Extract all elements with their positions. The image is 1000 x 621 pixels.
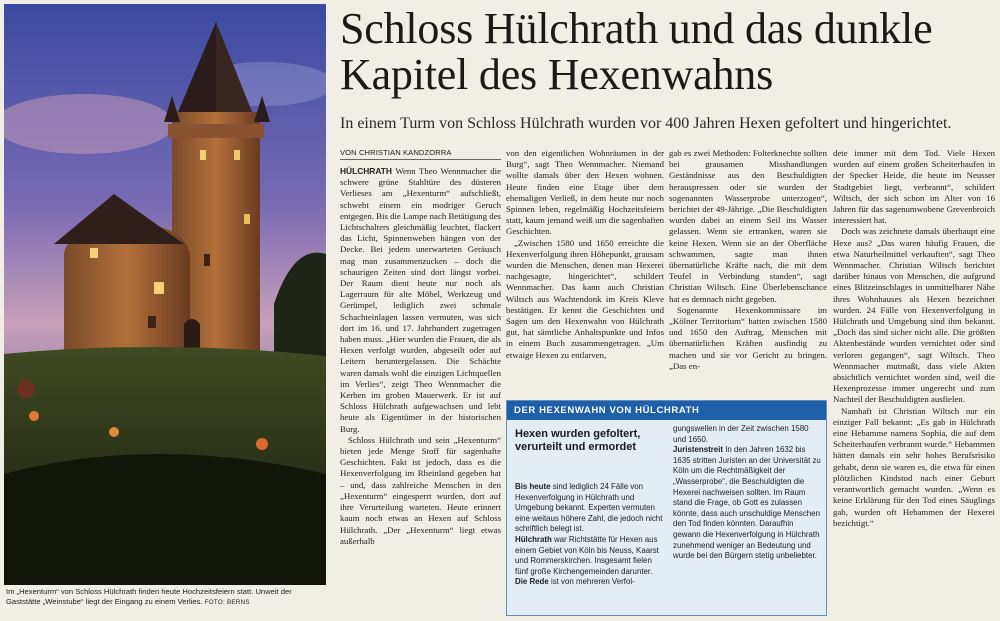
info-box-entry: [673, 445, 823, 562]
article-paragraph: „Zwischen 1580 und 1650 erreichte die Hexenverfolgung ihren Höhepunkt, grausam wurden die Menschen, denen man Hexerei nachgesagte, hingerichtet“, schildert Wennmacher. Das kann auch Christian Wiltsch aus Wachtendonk im Kreis Kleve bestätigen. Er kennt die Geschichten und Sagen um den Hexenwahn von Hülchrath gut, hat sämtliche Anhaltspunkte und Infos in einem Buch zusammengetragen. „Um etwaige Hexen zu entlarven,: [506, 237, 664, 360]
info-box-entry: [515, 482, 665, 535]
info-box-title: DER HEXENWAHN VON HÜLCHRATH: [507, 401, 826, 420]
byline: VON CHRISTIAN KANDZORRA: [340, 148, 501, 160]
info-box-text: In den Jahren 1632 bis 1635 stritten Juristen an der Universität zu Köln um die Rechtmäßigkeit der „Wasserprobe“, die Beschuldigten die Hexerei nachweisen sollten. Im Raum stand die Frage, ob Gott es zulassen könnte, dass auch unschuldige Menschen den Tod finden könnten. Daraufhin gewann die Hexenverfolgung in Hülchrath zunehmend weniger an Bedeutung und wurde bei den Bürgern stetig unbeliebter.: [673, 445, 821, 561]
info-box-entry: [515, 535, 665, 577]
dateline: HÜLCHRATH: [340, 166, 392, 176]
article-paragraph: [340, 166, 501, 435]
info-box-headline: Hexen wurden gefoltert, verurteilt und ermordet: [515, 428, 641, 453]
info-box-lead: Bis heute: [515, 482, 551, 491]
subheadline: In einem Turm von Schloss Hülchrath wurden vor 400 Jahren Hexen gefoltert und hingerichtet.: [340, 115, 952, 132]
article-column-3: [669, 148, 827, 396]
info-box-text: sind lediglich 24 Fälle von Hexenverfolgung in Hülchrath und Umgebung bekannt. Experten vermuten eine weitaus höhere Zahl, die jedoch nicht schriftlich belegt ist.: [515, 482, 663, 534]
article-paragraph: gab es zwei Methoden: Folterknechte sollten bei grausamen Misshandlungen Geständnisse aus den Beschuldigten herauspressen oder sie wurden der sogenannten Wasserprobe unterzogen“, berichtet der 49-Jährige. „Die Beschuldigten wurden dabei an einem Seil ins Wasser gelassen. Wenn sie ertranken, waren sie keine Hexen. Wenn sie an der Oberfläche schwammen, sagte man ihnen übernatürliche Kräfte nach, die mit dem Teufel in Verbindung standen“, sagt Christian Wiltsch. Eine Überlebenschance hat es demnach nicht gegeben.: [669, 148, 827, 304]
paragraph-text: Wenn Theo Wennmacher die schwere grüne Stahltüre des düsteren Verlieses am „Hexenturm“ aufschließt, schwebt einem ein modriger Geruch entgegen. Bis die Lampe nach Betätigung des Lichtschalters gleichmäßig leuchtet, flackert das Licht, Spinnenweben hängen von der Decke. Bei jedem unerwarteten Geräusch mag man zusammenzucken – doch die schaurigen Zeiten sind dort längst vorbei. Der Raum dient heute nur noch als Lagerraum für alte Möbel, Werkzeug und Gerümpel, lediglich zwei schmale Schachteinlagen lassen vermuten, was sich dort im 16. und 17. Jahrhundert zugetragen haben muss. „Hier wurden die Frauen, die als Hexen verfolgt wurden, abgeseilt oder auf Leitern heruntergelassen. Die Schächte waren damals wohl die einzigen Lichtquellen im Verlies“, zeigt Theo Wennmacher die Kerben im groben Mauerwerk. Er ist auf Schloss Hülchrath aufgewachsen und lebt heute als Eigentümer in der historischen Burg.: [340, 166, 501, 434]
article-column-1: [340, 166, 501, 616]
info-box-column-2: [673, 424, 823, 614]
headline: Schloss Hülchrath und das dunkle Kapitel des Hexenwahns: [340, 4, 933, 99]
article-paragraph: dete immer mit dem Tod. Viele Hexen wurden auf einem großen Scheiterhaufen in der Specker Heide, die heute im Neusser Stadtgebiet liegt, verbrannt“, schildert Wiltsch, der sich schon im Alter von 16 Jahren für das sagenumwobene Grevenbroich interessiert hat.: [833, 148, 995, 226]
info-box-text: gungswellen in der Zeit zwischen 1580 und 1650.: [673, 424, 809, 444]
castle-photo-image: [4, 4, 326, 585]
info-box-column-1: [515, 482, 665, 614]
article-paragraph: Sogenannte Hexenkommissare im „Kölner Territorium“ hatten zwischen 1580 und 1650 den Auftrag, Menschen mit übernatürlichen Kräften ausfindig zu machen und sie vor Gericht zu bringen. „Das en-: [669, 304, 827, 371]
photo-caption-text: Im „Hexenturm“ von Schloss Hülchrath finden heute Hochzeitsfeiern statt. Unweit der Gaststätte „Weinstube“ liegt der Eingang zu einem Verlies.: [6, 587, 292, 606]
article-paragraph: von den eigentlichen Wohnräumen in der Burg“, sagt Theo Wennmacher. Niemand wollte damals über den Hexen wohnen. Heute finden eine Etage über dem ehemaligen Verließ, in dem heute nur noch Spinnen leben, regelmäßig Hochzeitsfeiern statt, kaum jemand weiß um die sagenhaften Geschichten.: [506, 148, 664, 237]
info-box-text: ist von mehreren Verfol-: [548, 577, 635, 587]
photo-credit: FOTO: BERNS: [204, 599, 250, 606]
article-column-2: [506, 148, 664, 396]
info-box-lead: Die Rede: [515, 577, 549, 587]
article-paragraph: Namhaft ist Christian Wiltsch nur ein einziger Fall bekannt: „Es gab in Hülchrath eine Hebamme namens Sophia, die auf dem Scheiterhaufen verbrannt wurde.“ Hebammen hätten damals ein sehr hohes Berufsrisiko gehabt, denn sie waren es, die etwa für einen plötzlichen Kindstod nach einer Geburt verantwortlich gemacht wurden. „Wenn es keine Erklärung für den Tod eines Säuglings gab, wurden oft Hebammen der Hexerei bezichtigt.“: [833, 405, 995, 528]
info-box-body: [507, 420, 826, 615]
info-box-lead: Juristenstreit: [673, 445, 723, 455]
info-box: [506, 400, 827, 616]
info-box-lead: Hülchrath: [515, 534, 552, 544]
article-column-4: [833, 148, 995, 616]
castle-photo: [4, 4, 326, 585]
info-box-entry: [515, 577, 665, 588]
info-box-entry: [673, 424, 823, 445]
info-box-text: war Richtstätte für Hexen aus einem Gebiet von Köln bis Neuss, Kaarst und Rommerskirchen. Insgesamt fielen fünf große Kirchengemeinden darunter.: [515, 534, 659, 576]
article-paragraph: Schloss Hülchrath und sein „Hexenturm“ bieten jede Menge Stoff für sagenhafte Geschichten. Fakt ist jedoch, dass es die Hexenverfolgung im Rheinland gegeben hat – und, dass zahlreiche Menschen in den „Hexenturm“ eingesperrt wurden, dort auf ihre Verurteilung warteten. Heute erinnert kaum noch etwas an Hexen auf Schloss Hülchrath. „Der „Hexenturm“ liegt etwas außerhalb: [340, 434, 501, 546]
photo-caption: [6, 587, 328, 608]
article-paragraph: Doch was zeichnete damals überhaupt eine Hexe aus? „Das waren häufig Frauen, die etwa Naturheilmittel verkauften“, sagt Theo Wennmacher. Christian Wiltsch berichtet darüber hinaus von Menschen, die aufgrund eines Blitzeinschlages in unmittelbarer Nähe ihres Wohnhauses als Hexen bezeichnet wurden. 24 Fälle von Hexenverfolgung in Hülchrath und Umgebung sind ihm bekannt. „Doch das sind sicher nicht alle. Die größten Aktenbestände wurden vernichtet oder sind verloren gegangen“, sagt Wiltsch. Theo Wennmacher mutmaßt, dass viele Akten absichtlich vernichtet worden sind, weil die Hexenprozesse immer ungerecht und zum Nachteil der Beschuldigten ausfielen.: [833, 226, 995, 405]
